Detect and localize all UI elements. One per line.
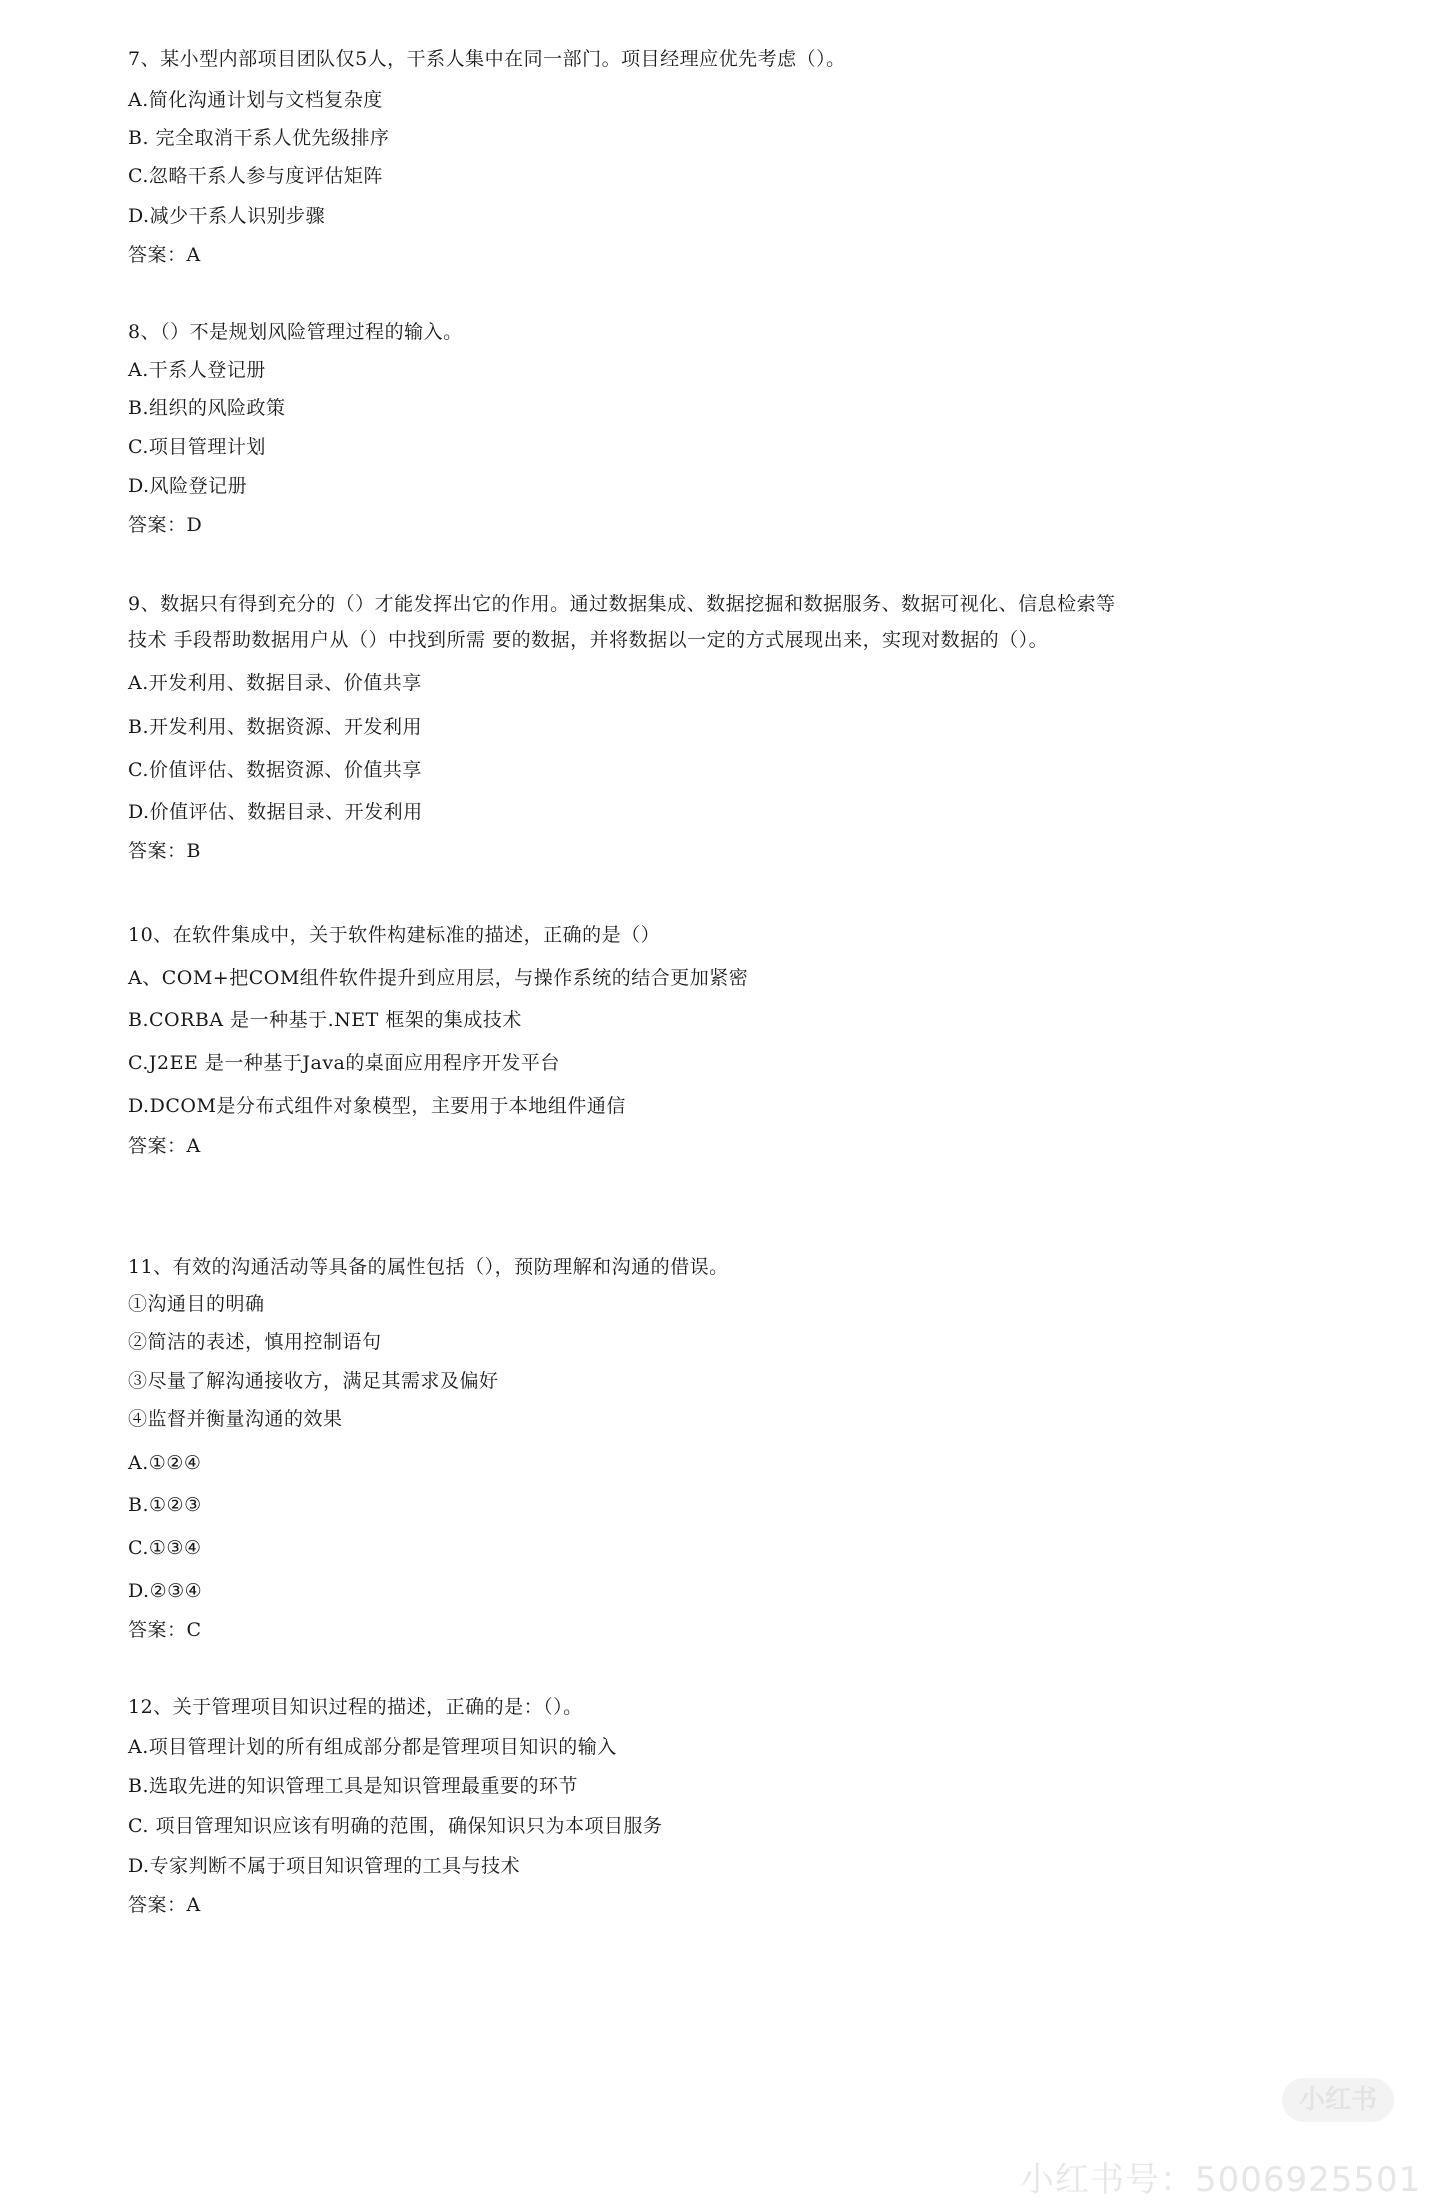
option-b: B.CORBA 是一种基于.NET 框架的集成技术 [128,1009,522,1031]
option-c: C.①③④ [128,1537,202,1559]
option-d: D.②③④ [128,1580,203,1602]
option-a: A.简化沟通计划与文档复杂度 [128,89,383,111]
option-c: C.项目管理计划 [128,436,266,458]
question-stem: 8、（）不是规划风险管理过程的输入。 [128,321,463,343]
option-c: C.价值评估、数据资源、价值共享 [128,759,422,781]
option-b: B.选取先进的知识管理工具是知识管理最重要的环节 [128,1775,579,1797]
question-stem: 9、数据只有得到充分的（）才能发挥出它的作用。通过数据集成、数据挖掘和数据服务、数据可视化、信息检索等 [128,593,1116,615]
option-d: D.价值评估、数据目录、开发利用 [128,801,423,823]
xiaohongshu-logo-watermark: 小红书 [1282,2078,1394,2122]
option-a: A.项目管理计划的所有组成部分都是管理项目知识的输入 [128,1736,617,1758]
option-a: A.干系人登记册 [128,359,266,381]
option-c: C.J2EE 是一种基于Java的桌面应用程序开发平台 [128,1052,560,1074]
option-a: A.开发利用、数据目录、价值共享 [128,672,422,694]
option-a: A、COM+把COM组件软件提升到应用层，与操作系统的结合更加紧密 [128,967,749,989]
xiaohongshu-id-watermark: 小红书号：5006925501 [1020,2160,1422,2200]
option-b: B. 完全取消干系人优先级排序 [128,127,390,149]
option-c: C.忽略干系人参与度评估矩阵 [128,165,383,187]
statement-1: ①沟通目的明确 [128,1293,265,1315]
option-b: B.开发利用、数据资源、开发利用 [128,716,423,738]
question-stem: 12、关于管理项目知识过程的描述，正确的是：（）。 [128,1696,583,1718]
statement-2: ②简洁的表述，慎用控制语句 [128,1331,382,1353]
option-b: B.组织的风险政策 [128,397,286,419]
option-d: D.DCOM是分布式组件对象模型，主要用于本地组件通信 [128,1095,626,1117]
option-c: C. 项目管理知识应该有明确的范围，确保知识只为本项目服务 [128,1815,663,1837]
question-stem: 7、某小型内部项目团队仅5人，干系人集中在同一部门。项目经理应优先考虑（）。 [128,48,846,70]
question-stem: 11、有效的沟通活动等具备的属性包括（），预防理解和沟通的借误。 [128,1256,729,1278]
option-d: D.专家判断不属于项目知识管理的工具与技术 [128,1855,521,1877]
option-d: D.减少干系人识别步骤 [128,205,326,227]
answer: 答案：A [128,1894,201,1916]
statement-4: ④监督并衡量沟通的效果 [128,1408,343,1430]
answer: 答案：D [128,514,203,536]
option-d: D.风险登记册 [128,475,248,497]
question-stem: 10、在软件集成中，关于软件构建标准的描述，正确的是（） [128,924,661,946]
answer: 答案：B [128,840,201,862]
statement-3: ③尽量了解沟通接收方，满足其需求及偏好 [128,1370,499,1392]
answer: 答案：A [128,1135,201,1157]
answer: 答案：C [128,1619,202,1641]
answer: 答案：A [128,244,201,266]
question-stem-continued: 技术 手段帮助数据用户从（）中找到所需 要的数据，并将数据以一定的方式展现出来，实现对数据的（）。 [128,629,1049,651]
option-a: A.①②④ [128,1452,202,1474]
option-b: B.①②③ [128,1494,202,1516]
